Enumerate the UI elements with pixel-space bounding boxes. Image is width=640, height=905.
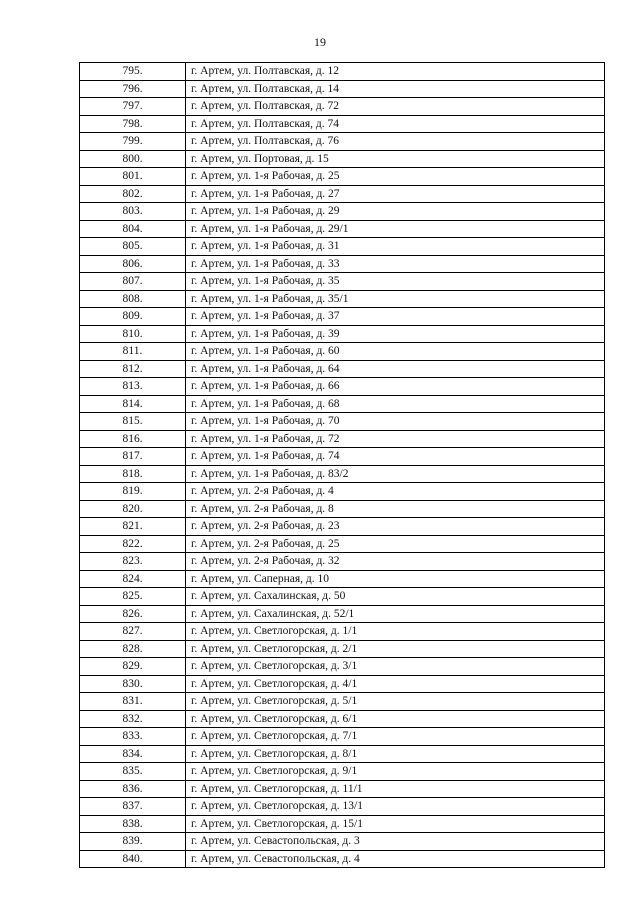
row-address: г. Артем, ул. Сахалинская, д. 52/1 — [186, 605, 605, 623]
row-number: 835. — [80, 763, 186, 781]
table-row — [80, 378, 605, 396]
table-row — [80, 640, 605, 658]
table-row — [80, 553, 605, 571]
address-table — [79, 62, 605, 868]
row-number: 828. — [80, 640, 186, 658]
table-row — [80, 798, 605, 816]
row-number: 831. — [80, 693, 186, 711]
row-number: 813. — [80, 378, 186, 396]
row-number: 800. — [80, 150, 186, 168]
row-number: 822. — [80, 535, 186, 553]
row-number: 804. — [80, 220, 186, 238]
table-row — [80, 430, 605, 448]
row-address: г. Артем, ул. 2-я Рабочая, д. 8 — [186, 500, 605, 518]
table-row — [80, 518, 605, 536]
row-number: 810. — [80, 325, 186, 343]
row-address: г. Артем, ул. Полтавская, д. 76 — [186, 133, 605, 151]
table-row — [80, 448, 605, 466]
table-row — [80, 325, 605, 343]
row-number: 823. — [80, 553, 186, 571]
row-number: 817. — [80, 448, 186, 466]
table-row — [80, 780, 605, 798]
row-number: 829. — [80, 658, 186, 676]
row-address: г. Артем, ул. Светлогорская, д. 8/1 — [186, 745, 605, 763]
table-row — [80, 185, 605, 203]
row-number: 802. — [80, 185, 186, 203]
row-number: 808. — [80, 290, 186, 308]
row-number: 805. — [80, 238, 186, 256]
row-number: 799. — [80, 133, 186, 151]
table-row — [80, 360, 605, 378]
row-address: г. Артем, ул. Полтавская, д. 12 — [186, 63, 605, 81]
table-row — [80, 238, 605, 256]
row-address: г. Артем, ул. 2-я Рабочая, д. 32 — [186, 553, 605, 571]
row-address: г. Артем, ул. 1-я Рабочая, д. 29 — [186, 203, 605, 221]
table-row — [80, 343, 605, 361]
row-address: г. Артем, ул. Светлогорская, д. 4/1 — [186, 675, 605, 693]
row-address: г. Артем, ул. Светлогорская, д. 7/1 — [186, 728, 605, 746]
table-row — [80, 710, 605, 728]
row-number: 806. — [80, 255, 186, 273]
row-number: 807. — [80, 273, 186, 291]
table-row — [80, 483, 605, 501]
row-number: 816. — [80, 430, 186, 448]
row-number: 825. — [80, 588, 186, 606]
row-address: г. Артем, ул. 1-я Рабочая, д. 70 — [186, 413, 605, 431]
row-number: 796. — [80, 80, 186, 98]
table-row — [80, 308, 605, 326]
row-address: г. Артем, ул. Светлогорская, д. 2/1 — [186, 640, 605, 658]
row-number: 837. — [80, 798, 186, 816]
table-row — [80, 693, 605, 711]
row-number: 819. — [80, 483, 186, 501]
table-row — [80, 220, 605, 238]
row-number: 818. — [80, 465, 186, 483]
row-number: 836. — [80, 780, 186, 798]
table-row — [80, 80, 605, 98]
row-number: 839. — [80, 833, 186, 851]
row-address: г. Артем, ул. Саперная, д. 10 — [186, 570, 605, 588]
table-row — [80, 133, 605, 151]
table-row — [80, 98, 605, 116]
row-number: 824. — [80, 570, 186, 588]
table-row — [80, 570, 605, 588]
row-address: г. Артем, ул. 1-я Рабочая, д. 74 — [186, 448, 605, 466]
row-address: г. Артем, ул. Светлогорская, д. 15/1 — [186, 815, 605, 833]
table-row — [80, 763, 605, 781]
row-number: 815. — [80, 413, 186, 431]
row-address: г. Артем, ул. 1-я Рабочая, д. 72 — [186, 430, 605, 448]
row-number: 827. — [80, 623, 186, 641]
row-address: г. Артем, ул. 1-я Рабочая, д. 35 — [186, 273, 605, 291]
table-row — [80, 255, 605, 273]
row-number: 833. — [80, 728, 186, 746]
row-address: г. Артем, ул. Светлогорская, д. 5/1 — [186, 693, 605, 711]
table-row — [80, 675, 605, 693]
row-number: 797. — [80, 98, 186, 116]
row-address: г. Артем, ул. Светлогорская, д. 11/1 — [186, 780, 605, 798]
row-address: г. Артем, ул. Полтавская, д. 74 — [186, 115, 605, 133]
table-row — [80, 395, 605, 413]
table-row — [80, 63, 605, 81]
table-row — [80, 500, 605, 518]
table-row — [80, 745, 605, 763]
table-row — [80, 115, 605, 133]
table-row — [80, 728, 605, 746]
row-address: г. Артем, ул. 1-я Рабочая, д. 29/1 — [186, 220, 605, 238]
row-address: г. Артем, ул. Светлогорская, д. 13/1 — [186, 798, 605, 816]
row-address: г. Артем, ул. 2-я Рабочая, д. 4 — [186, 483, 605, 501]
table-row — [80, 535, 605, 553]
table-row — [80, 658, 605, 676]
row-number: 840. — [80, 850, 186, 868]
table-row — [80, 588, 605, 606]
row-number: 830. — [80, 675, 186, 693]
row-address: г. Артем, ул. Полтавская, д. 14 — [186, 80, 605, 98]
row-address: г. Артем, ул. Полтавская, д. 72 — [186, 98, 605, 116]
row-number: 803. — [80, 203, 186, 221]
row-address: г. Артем, ул. Светлогорская, д. 1/1 — [186, 623, 605, 641]
row-address: г. Артем, ул. 1-я Рабочая, д. 37 — [186, 308, 605, 326]
row-address: г. Артем, ул. 2-я Рабочая, д. 25 — [186, 535, 605, 553]
row-address: г. Артем, ул. 1-я Рабочая, д. 68 — [186, 395, 605, 413]
row-number: 820. — [80, 500, 186, 518]
row-address: г. Артем, ул. Севастопольская, д. 3 — [186, 833, 605, 851]
table-row — [80, 413, 605, 431]
address-table-body — [80, 63, 605, 868]
page-number: 19 — [314, 35, 326, 49]
row-address: г. Артем, ул. 1-я Рабочая, д. 64 — [186, 360, 605, 378]
row-address: г. Артем, ул. 1-я Рабочая, д. 27 — [186, 185, 605, 203]
table-row — [80, 203, 605, 221]
row-number: 838. — [80, 815, 186, 833]
row-address: г. Артем, ул. 1-я Рабочая, д. 83/2 — [186, 465, 605, 483]
row-number: 798. — [80, 115, 186, 133]
row-number: 795. — [80, 63, 186, 81]
row-number: 834. — [80, 745, 186, 763]
row-address: г. Артем, ул. 1-я Рабочая, д. 33 — [186, 255, 605, 273]
row-address: г. Артем, ул. Светлогорская, д. 6/1 — [186, 710, 605, 728]
table-row — [80, 833, 605, 851]
row-number: 821. — [80, 518, 186, 536]
row-address: г. Артем, ул. Светлогорская, д. 3/1 — [186, 658, 605, 676]
row-address: г. Артем, ул. Севастопольская, д. 4 — [186, 850, 605, 868]
row-address: г. Артем, ул. 2-я Рабочая, д. 23 — [186, 518, 605, 536]
row-address: г. Артем, ул. 1-я Рабочая, д. 66 — [186, 378, 605, 396]
row-number: 826. — [80, 605, 186, 623]
row-number: 832. — [80, 710, 186, 728]
row-address: г. Артем, ул. 1-я Рабочая, д. 31 — [186, 238, 605, 256]
row-number: 812. — [80, 360, 186, 378]
table-row — [80, 850, 605, 868]
row-address: г. Артем, ул. 1-я Рабочая, д. 35/1 — [186, 290, 605, 308]
table-row — [80, 815, 605, 833]
table-row — [80, 465, 605, 483]
row-address: г. Артем, ул. 1-я Рабочая, д. 60 — [186, 343, 605, 361]
table-row — [80, 623, 605, 641]
row-address: г. Артем, ул. Сахалинская, д. 50 — [186, 588, 605, 606]
table-row — [80, 150, 605, 168]
row-number: 814. — [80, 395, 186, 413]
row-address: г. Артем, ул. 1-я Рабочая, д. 25 — [186, 168, 605, 186]
row-number: 811. — [80, 343, 186, 361]
table-row — [80, 168, 605, 186]
table-row — [80, 605, 605, 623]
row-address: г. Артем, ул. Портовая, д. 15 — [186, 150, 605, 168]
row-address: г. Артем, ул. Светлогорская, д. 9/1 — [186, 763, 605, 781]
row-address: г. Артем, ул. 1-я Рабочая, д. 39 — [186, 325, 605, 343]
row-number: 809. — [80, 308, 186, 326]
table-row — [80, 273, 605, 291]
row-number: 801. — [80, 168, 186, 186]
table-row — [80, 290, 605, 308]
